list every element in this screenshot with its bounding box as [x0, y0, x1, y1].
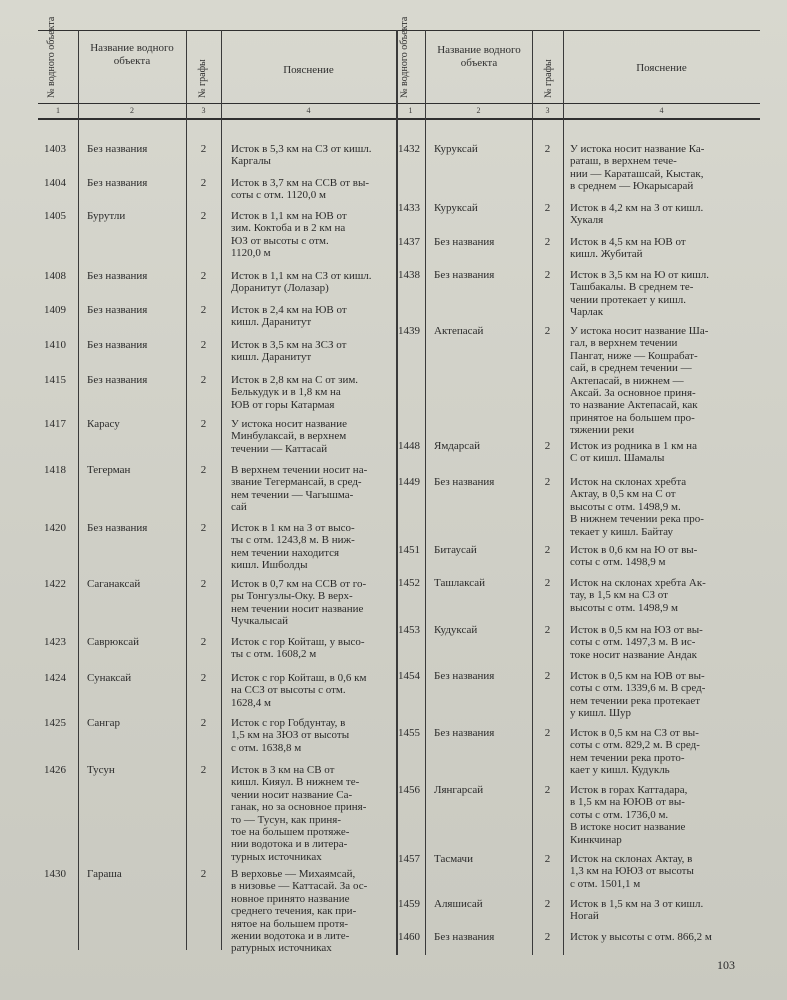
explanation-line: зим. Коктоба и в 2 км на — [231, 222, 346, 235]
object-number: 1409 — [44, 304, 66, 316]
explanation-line: Исток в 3,7 км на ССВ от вы- — [231, 177, 370, 189]
explanation — [231, 672, 391, 709]
explanation-line: Исток в 0,6 км на Ю от вы- — [570, 544, 698, 556]
explanation-line: ры Тонгузлы-Оку. В верх- — [231, 590, 353, 603]
explanation-line: соты с отм. 1497,3 м. В ис- — [570, 636, 696, 649]
object-name: Ташлаксай — [434, 577, 486, 589]
explanation-line: Доранитут (Лолазар) — [231, 282, 329, 295]
header-object-number: № водного объекта — [399, 16, 410, 98]
explanation — [570, 202, 756, 227]
explanation-line: Исток с гор Койташ, в 0,6 км — [231, 672, 367, 684]
object-number: 1418 — [44, 464, 66, 476]
explanation — [570, 236, 756, 261]
explanation — [231, 717, 391, 754]
explanation-line: высоты с отм. 1498,9 м. — [570, 500, 681, 513]
object-number: 1459 — [398, 898, 420, 910]
object-name: Без названия — [87, 374, 148, 386]
object-name: Без названия — [434, 931, 495, 943]
object-name: Бурутли — [87, 210, 126, 222]
explanation-line: Исток в горах Каттадара, — [570, 784, 688, 796]
header-object-number: № водного объекта — [46, 16, 57, 98]
object-number: 1456 — [398, 784, 420, 796]
explanation-line: нем течении носит название — [231, 602, 364, 615]
explanation-line: тяжении реки — [570, 424, 635, 437]
explanation-line: Ташбакалы. В среднем те- — [570, 281, 694, 294]
graph-number: 2 — [544, 325, 551, 337]
explanation-line: принятое на большем про- — [570, 411, 695, 424]
explanation-line: чении протекает у кишл. — [570, 293, 686, 306]
explanation-line: турных источниках — [231, 850, 322, 863]
explanation-line: Исток в 0,5 км на ЮВ от вы- — [570, 670, 705, 682]
column-number: 4 — [306, 106, 311, 115]
explanation — [231, 270, 391, 295]
object-number: 1457 — [398, 853, 420, 865]
object-number: 1448 — [398, 440, 420, 452]
graph-number: 2 — [200, 868, 207, 880]
graph-number: 2 — [544, 670, 551, 682]
graph-number: 2 — [544, 898, 551, 910]
explanation — [570, 476, 756, 538]
graph-number: 2 — [544, 577, 551, 589]
explanation — [231, 418, 391, 455]
explanation — [231, 374, 391, 411]
graph-number: 2 — [544, 931, 551, 943]
graph-number: 2 — [544, 476, 551, 488]
object-name: Без названия — [87, 143, 148, 155]
explanation-line: текает у кишл. Байтау — [570, 525, 673, 538]
explanation-line: Исток у высоты с отм. 866,2 м — [570, 931, 712, 943]
object-number: 1454 — [398, 670, 420, 682]
object-number: 1410 — [44, 339, 66, 351]
explanation-line: кает у кишл. Кудукль — [570, 764, 670, 777]
explanation-line: Исток с гор Гобдунтау, в — [231, 717, 346, 729]
explanation-line: Исток с гор Койташ, у высо- — [231, 636, 365, 648]
graph-number: 2 — [200, 304, 207, 316]
explanation-line: ЮВ от горы Катармая — [231, 398, 335, 411]
explanation-line: Исток на склонах хребта Ак- — [570, 577, 706, 589]
explanation-line: на ССЗ от высоты с отм. — [231, 684, 346, 697]
header-graph-number: № графы — [197, 59, 208, 98]
object-number: 1426 — [44, 764, 66, 776]
explanation — [570, 577, 756, 614]
col-rule — [186, 30, 187, 950]
explanation-line: то — Тусун, как приня- — [231, 813, 341, 826]
explanation-line: сай, в среднем течении — — [570, 362, 692, 375]
explanation-line: в 1,5 км на ЮЮВ от вы- — [570, 796, 685, 809]
explanation-line: гал, в верхнем течении — [570, 337, 678, 350]
explanation — [570, 325, 756, 437]
header-bottom-rule — [38, 103, 760, 104]
explanation-line: в низовье — Каттасай. За ос- — [231, 880, 368, 893]
explanation-line: У истока носит название Ша- — [570, 325, 709, 337]
explanation-line: Каргалы — [231, 155, 271, 168]
column-number: 1 — [56, 106, 60, 115]
explanation — [570, 440, 756, 465]
explanation-line: нии — Караташсай, Кыстак, — [570, 167, 704, 180]
explanation-line: ратурных источниках — [231, 942, 332, 955]
graph-number: 2 — [200, 143, 207, 155]
object-number: 1430 — [44, 868, 66, 880]
object-name: Лянгарсай — [434, 784, 484, 796]
col-rule — [221, 30, 222, 950]
object-name: Без названия — [434, 236, 495, 248]
explanation-line: Исток в 1,5 км на З от кишл. — [570, 898, 704, 910]
object-name: Саганаксай — [87, 578, 141, 590]
header-explanation: Пояснение — [636, 62, 687, 74]
explanation-line: В истоке носит название — [570, 821, 686, 834]
object-number: 1408 — [44, 270, 66, 282]
explanation-line: звание Тегерманcай, в сред- — [231, 476, 362, 489]
explanation — [231, 210, 391, 260]
object-name: Тегерман — [87, 464, 131, 476]
explanation-line: нем течении река прото- — [570, 751, 685, 764]
explanation-line: течении — Каттасай — [231, 442, 328, 455]
explanation-line: соты с отм. 1339,6 м. В сред- — [570, 682, 706, 695]
explanation — [231, 522, 391, 572]
explanation-line: сай — [231, 501, 247, 514]
col-rule — [425, 30, 426, 955]
graph-number: 2 — [200, 177, 207, 189]
explanation-line: новное принято название — [231, 892, 350, 905]
column-number: 3 — [545, 106, 550, 115]
explanation — [231, 764, 391, 863]
explanation-line: Исток в 2,8 км на С от зим. — [231, 374, 359, 386]
object-name: Саврюксай — [87, 636, 139, 648]
column-number: 2 — [130, 106, 134, 115]
explanation — [231, 868, 391, 955]
object-number: 1432 — [398, 143, 420, 155]
object-name: Без названия — [434, 476, 495, 488]
explanation-line: тау, в 1,5 км на СЗ от — [570, 589, 668, 602]
object-name: Карасу — [87, 418, 120, 430]
explanation-line: В нижнем течении река про- — [570, 513, 704, 526]
explanation-line: жении водотока и в лите- — [231, 930, 350, 943]
explanation-line: 1,3 км на ЮЮЗ от высоты — [570, 865, 694, 878]
graph-number: 2 — [544, 544, 551, 556]
graph-number: 2 — [200, 764, 207, 776]
object-number: 1424 — [44, 672, 66, 684]
header-explanation: Пояснение — [283, 64, 334, 76]
explanation-line: Исток на склонах Актау, в — [570, 853, 693, 865]
explanation-line: кишл. Жубитай — [570, 248, 643, 261]
object-name: Без названия — [434, 727, 495, 739]
object-name: Сунаксай — [87, 672, 132, 684]
explanation-line: нии водотока и в литера- — [231, 838, 348, 851]
explanation-line: ты с отм. 1608,2 м — [231, 648, 317, 661]
graph-number: 2 — [200, 210, 207, 222]
explanation-line: Белькудук и в 1,8 км на — [231, 386, 341, 399]
object-number: 1417 — [44, 418, 66, 430]
object-name: Без названия — [87, 522, 148, 534]
object-number: 1403 — [44, 143, 66, 155]
object-name: Кудуксай — [434, 624, 478, 636]
object-name: Актепасай — [434, 325, 484, 337]
header-graph-number: № графы — [543, 59, 554, 98]
explanation-line: с отм. 1501,1 м — [570, 877, 641, 890]
explanation — [570, 898, 756, 923]
object-number: 1460 — [398, 931, 420, 943]
explanation — [570, 143, 756, 193]
explanation-line: Чарлак — [570, 306, 604, 319]
explanation-line: нем течении река протекает — [570, 694, 701, 707]
graph-number: 2 — [544, 853, 551, 865]
explanation-line: токе носит название Андак — [570, 648, 697, 661]
explanation-line: соты с отм. 1736,0 м. — [570, 808, 669, 821]
object-number: 1433 — [398, 202, 420, 214]
explanation-line: Исток в 0,7 км на ССВ от го- — [231, 578, 367, 590]
header-object-name: Название водного объекта — [90, 42, 174, 67]
object-number: 1452 — [398, 577, 420, 589]
explanation-line: соты с отм. 829,2 м. В сред- — [570, 739, 700, 752]
graph-number: 2 — [200, 717, 207, 729]
explanation-line: У истока носит название Ка- — [570, 143, 705, 155]
object-name: Без названия — [87, 339, 148, 351]
col-rule — [78, 30, 79, 950]
graph-number: 2 — [200, 339, 207, 351]
explanation-line: Исток в 1,1 км на СЗ от кишл. — [231, 270, 372, 282]
object-name: Без названия — [87, 177, 148, 189]
col-rule — [396, 30, 398, 955]
col-rule — [563, 30, 564, 955]
column-number-rule — [38, 118, 760, 120]
explanation-line: чении носит название Са- — [231, 788, 353, 801]
object-number: 1449 — [398, 476, 420, 488]
object-name: Без названия — [87, 270, 148, 282]
explanation-line: Актепасай, в нижнем — — [570, 374, 684, 387]
column-number: 1 — [408, 106, 413, 115]
explanation — [570, 670, 756, 720]
explanation-line: нем течении — Чагышма- — [231, 488, 354, 501]
explanation-line: Исток из родника в 1 км на — [570, 440, 697, 452]
object-number: 1404 — [44, 177, 66, 189]
object-name: Без названия — [434, 670, 495, 682]
object-number: 1422 — [44, 578, 66, 590]
explanation-line: Актау, в 0,5 км на С от — [570, 488, 676, 501]
object-number: 1423 — [44, 636, 66, 648]
object-number: 1439 — [398, 325, 420, 337]
explanation-line: тое на большем протяже- — [231, 826, 350, 839]
explanation-line: Кинкчинар — [570, 833, 622, 846]
explanation — [231, 636, 391, 661]
object-name: Сангар — [87, 717, 120, 729]
graph-number: 2 — [200, 464, 207, 476]
explanation-line: Исток в 2,4 км на ЮВ от — [231, 304, 347, 316]
explanation-line: среднего течения, как при- — [231, 905, 357, 918]
graph-number: 2 — [544, 784, 551, 796]
explanation-line: С от кишл. Шамалы — [570, 452, 665, 465]
explanation-line: Исток в 5,3 км на СЗ от кишл. — [231, 143, 372, 155]
explanation-line: Исток в 4,5 км на ЮВ от — [570, 236, 686, 248]
explanation — [570, 269, 756, 319]
object-number: 1425 — [44, 717, 66, 729]
object-number: 1437 — [398, 236, 420, 248]
explanation — [231, 143, 391, 168]
graph-number: 2 — [200, 270, 207, 282]
explanation-line: соты с отм. 1498,9 м — [570, 556, 666, 569]
graph-number: 2 — [200, 672, 207, 684]
object-name: Без названия — [87, 304, 148, 316]
object-name: Ямдарсай — [434, 440, 481, 452]
object-name: Тусун — [87, 764, 115, 776]
explanation-line: в среднем — Юкарысарай — [570, 180, 694, 193]
header-object-name: Название водного объекта — [437, 44, 521, 69]
explanation-line: Минбулаксай, в верхнем — [231, 430, 347, 443]
graph-number: 2 — [200, 636, 207, 648]
explanation-line: ЮЗ от высоты с отм. — [231, 234, 329, 247]
explanation-line: кишл. Кияул. В нижнем те- — [231, 776, 360, 789]
explanation-line: нем течении находится — [231, 546, 340, 559]
explanation-line: нятое на большем протя- — [231, 917, 349, 930]
graph-number: 2 — [200, 578, 207, 590]
explanation — [231, 304, 391, 329]
column-number: 2 — [476, 106, 481, 115]
graph-number: 2 — [544, 202, 551, 214]
graph-number: 2 — [200, 522, 207, 534]
explanation-line: Исток в 4,2 км на З от кишл. — [570, 202, 704, 214]
explanation-line: Пангат, ниже — Кошрабат- — [570, 349, 698, 362]
explanation-line: Ногай — [570, 910, 599, 923]
explanation — [570, 931, 756, 943]
explanation — [570, 727, 756, 777]
explanation-line: высоты с отм. 1498,9 м — [570, 601, 678, 614]
page-number: 103 — [717, 958, 735, 972]
explanation — [231, 177, 391, 202]
graph-number: 2 — [544, 143, 551, 155]
graph-number: 2 — [200, 418, 207, 430]
explanation-line: У истока носит название — [231, 418, 347, 430]
explanation — [570, 784, 756, 846]
object-number: 1455 — [398, 727, 420, 739]
object-name: Гараша — [87, 868, 122, 880]
explanation — [231, 578, 391, 628]
object-number: 1451 — [398, 544, 420, 556]
object-name: Тасмачи — [434, 853, 473, 865]
explanation-line: ганак, но за основное приня- — [231, 801, 367, 814]
explanation-line: Исток в 3 км на СВ от — [231, 764, 335, 776]
explanation-line: кишл. Ишболды — [231, 559, 308, 572]
explanation-line: Чучкалысай — [231, 615, 289, 628]
explanation-line: кишл. Даранитут — [231, 316, 312, 329]
explanation-line: у кишл. Шур — [570, 707, 632, 720]
explanation-line: Исток в 0,5 км на СЗ от вы- — [570, 727, 699, 739]
explanation-line: 1628,4 м — [231, 696, 271, 709]
explanation-line: Хукаля — [570, 214, 604, 227]
object-number: 1415 — [44, 374, 66, 386]
explanation-line: кишл. Даранитут — [231, 351, 312, 364]
graph-number: 2 — [544, 269, 551, 281]
explanation-line: Исток в 0,5 км на ЮЗ от вы- — [570, 624, 703, 636]
explanation — [231, 339, 391, 364]
explanation-line: ты с отм. 1243,8 м. В ниж- — [231, 534, 355, 547]
explanation-line: Аксай. За основное приня- — [570, 387, 696, 400]
column-number: 4 — [659, 106, 664, 115]
object-name: Аляшисай — [434, 898, 483, 910]
graph-number: 2 — [200, 374, 207, 386]
explanation-line: 1120,0 м — [231, 247, 271, 260]
object-name: Битаусай — [434, 544, 477, 556]
explanation — [231, 464, 391, 514]
object-number: 1453 — [398, 624, 420, 636]
explanation — [570, 853, 756, 890]
explanation-line: Исток на склонах хребта — [570, 476, 687, 488]
explanation-line: то название Актепасай, как — [570, 399, 698, 412]
explanation-line: раташ, в верхнем тече- — [570, 155, 677, 168]
explanation — [570, 544, 756, 569]
explanation-line: 1,5 км на ЗЮЗ от высоты — [231, 729, 350, 742]
object-name: Куруксай — [434, 202, 478, 214]
object-number: 1405 — [44, 210, 66, 222]
explanation-line: Исток в 1 км на З от высо- — [231, 522, 355, 534]
graph-number: 2 — [544, 236, 551, 248]
col-rule — [532, 30, 533, 955]
graph-number: 2 — [544, 440, 551, 452]
explanation-line: с отм. 1638,8 м — [231, 741, 302, 754]
explanation-line: В верховье — Михаямсай, — [231, 868, 356, 880]
explanation — [570, 624, 756, 661]
object-name: Без названия — [434, 269, 495, 281]
object-name: Куруксай — [434, 143, 478, 155]
explanation-line: соты с отм. 1120,0 м — [231, 189, 326, 202]
graph-number: 2 — [544, 727, 551, 739]
column-number: 3 — [201, 106, 206, 115]
explanation-line: Исток в 3,5 км на Ю от кишл. — [570, 269, 710, 281]
explanation-line: В верхнем течении носит на- — [231, 464, 368, 476]
explanation-line: Исток в 3,5 км на ЗСЗ от — [231, 339, 347, 351]
object-number: 1438 — [398, 269, 420, 281]
object-number: 1420 — [44, 522, 66, 534]
graph-number: 2 — [544, 624, 551, 636]
explanation-line: Исток в 1,1 км на ЮВ от — [231, 210, 347, 222]
